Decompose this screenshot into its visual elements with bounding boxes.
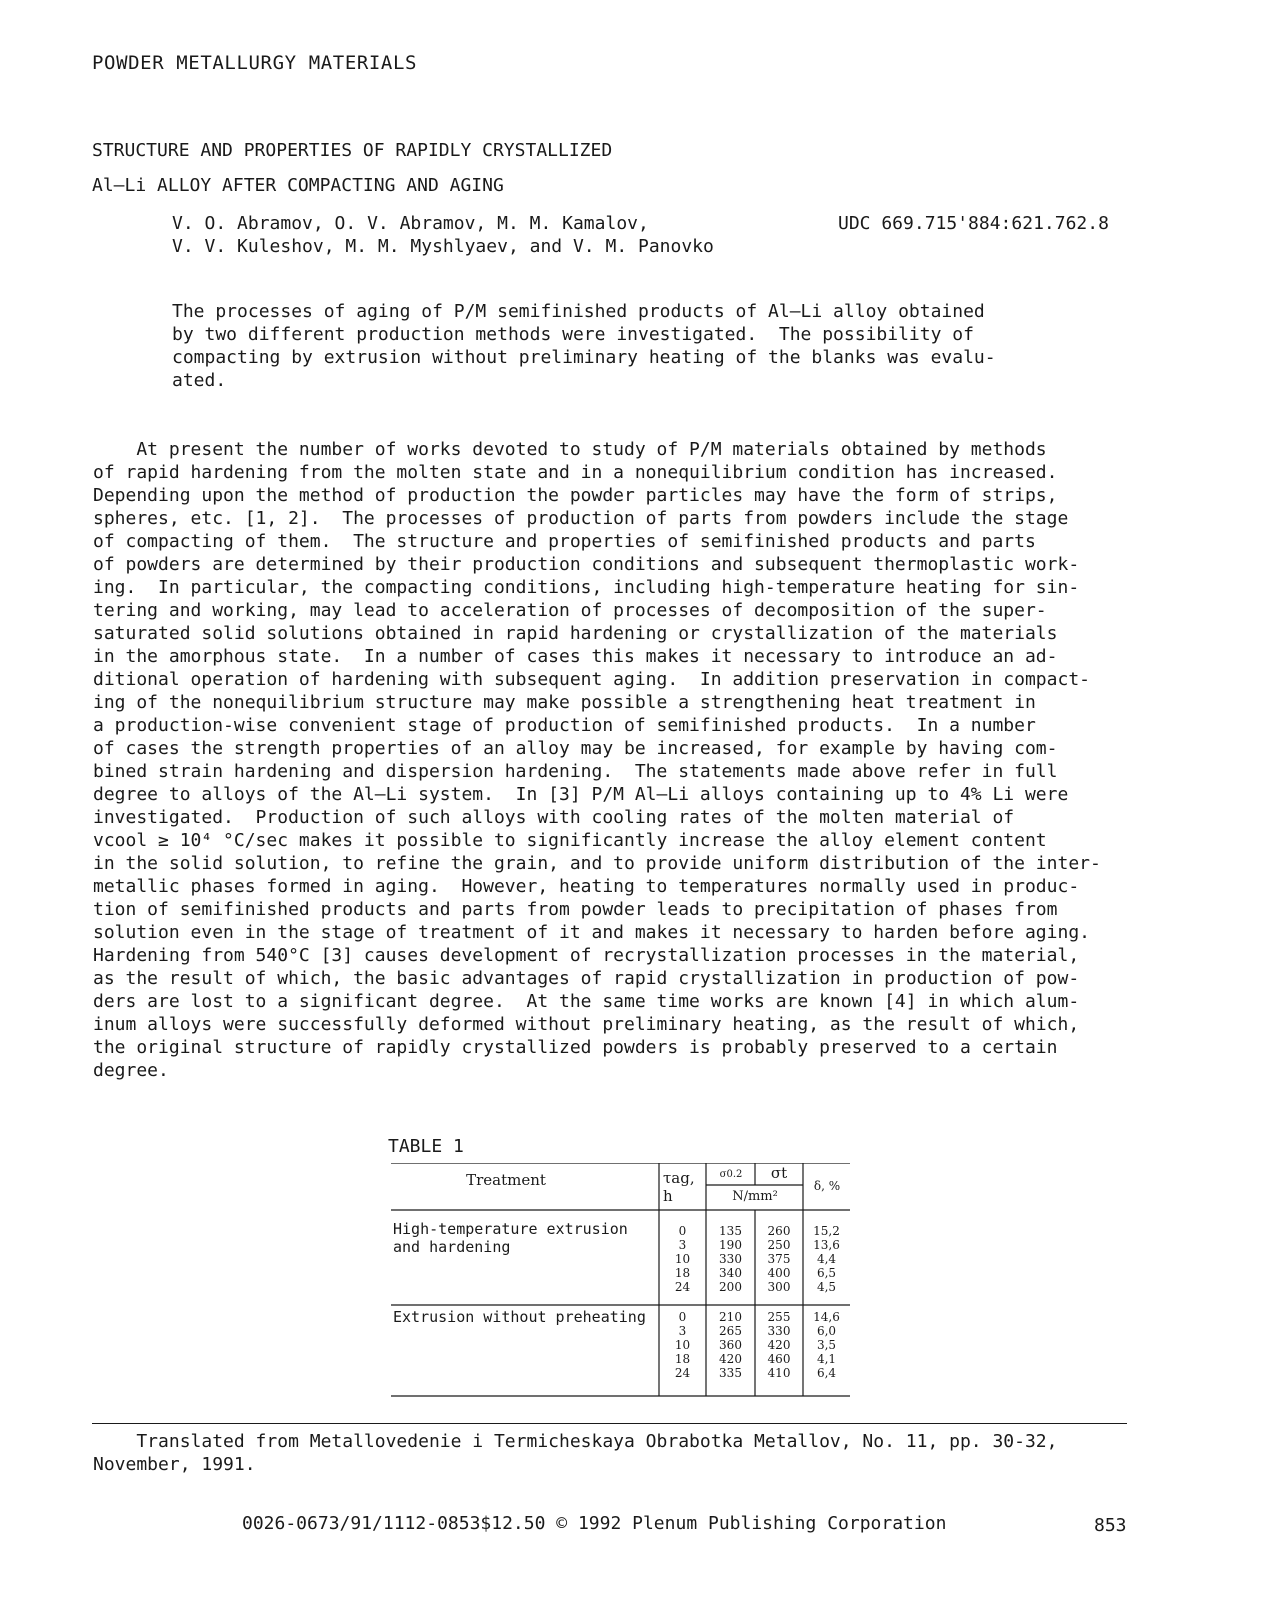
footnote-divider [92, 1423, 1127, 1424]
header-sigma-t: σt [770, 1164, 788, 1182]
cell-yield-strength: 210 265 360 420 335 [719, 1310, 742, 1380]
abstract: The processes of aging of P/M semifinished products of Al—Li alloy obtained by two different production methods were investigated. The possibility of compacting by extrusion without preliminary heating of the blanks was evalu- ated. [172, 301, 996, 391]
cell-aging-time: 0 3 10 18 24 [674, 1224, 691, 1294]
section-heading: POWDER METALLURGY MATERIALS [92, 52, 418, 74]
header-elongation: δ, % [813, 1179, 841, 1193]
cell-tensile-strength: 260 250 375 400 300 [767, 1224, 791, 1294]
table-label: TABLE 1 [388, 1136, 464, 1157]
cell-aging-time: 0 3 10 18 24 [674, 1310, 691, 1380]
cell-tensile-strength: 255 330 420 460 410 [767, 1310, 791, 1380]
udc-code: UDC 669.715'884:621.762.8 [838, 213, 1109, 234]
row-label-no-preheat: Extrusion without preheating [393, 1308, 646, 1326]
row-label-high-temp: High-temperature extrusion and hardening [393, 1220, 628, 1256]
header-treatment: Treatment [466, 1171, 546, 1189]
cell-elongation: 14,6 6,0 3,5 4,1 6,4 [813, 1310, 840, 1380]
data-table [391, 1163, 850, 1398]
page-number: 853 [1094, 1515, 1127, 1536]
footnote: Translated from Metallovedenie i Termicheskaya Obrabotka Metallov, No. 11, pp. 30-32, November, 1991. [93, 1431, 1058, 1475]
header-units: N/mm² [732, 1189, 778, 1204]
cell-yield-strength: 135 190 330 340 200 [719, 1224, 742, 1294]
header-sigma-02: σ0.2 [719, 1169, 743, 1180]
authors: V. O. Abramov, O. V. Abramov, M. M. Kamalov, V. V. Kuleshov, M. M. Myshlyaev, and V. M. Panovko [172, 213, 714, 257]
copyright-line: 0026-0673/91/1112-0853$12.50 © 1992 Plenum Publishing Corporation [242, 1513, 947, 1534]
article-title: STRUCTURE AND PROPERTIES OF RAPIDLY CRYSTALLIZED Al—Li ALLOY AFTER COMPACTING AND AGING [92, 140, 613, 196]
body-paragraph: At present the number of works devoted to study of P/M materials obtained by methods of rapid hardening from the molten state and in a nonequilibrium condition has increased. Depending upon the method of production the powder particles may have the form of strips, spheres, etc. [1, 2]. The processes of production of parts from powders include the stage of compacting of them. The structure and properties of semifinished products and parts of powders are determined by their production conditions and subsequent thermoplastic work- ing. In particular, the compacting conditions, including high-temperature heating for sin- tering and working, may lead to acceleration of processes of decomposition of the super- saturated solid solutions obtained in rapid hardening or crystallization of the materials in the amorphous state. In a number of cases this makes it necessary to introduce an ad- ditional operation of hardening with subsequent aging. In addition preservation in compact- ing of the nonequilibrium structure may make possible a strengthening heat treatment in a production-wise convenient stage of production of semifinished products. In a number of cases the strength properties of an alloy may be increased, for example by having com- bined strain hardening and dispersion hardening. The statements made above refer in full degree to alloys of the Al—Li system. In [3] P/M Al—Li alloys containing up to 4% Li were investigated. Production of such alloys with cooling rates of the molten material of vcool ≥ 10⁴ °C/sec makes it possible to significantly increase the alloy element content in the solid solution, to refine the grain, and to provide uniform distribution of the inter- metallic phases formed in aging. However, heating to temperatures normally used in produc- tion of semifinished products and parts from powder leads to precipitation of phases from solution even in the stage of treatment of it and makes it necessary to harden before aging. Hardening from 540°C [3] causes development of recrystallization processes in the material, as the result of which, the basic advantages of rapid crystallization in production of pow- ders are lost to a significant degree. At the same time works are known [4] in which alum- inum alloys were successfully deformed without preliminary heating, as the result of which, the original structure of rapidly crystallized powders is probably preserved to a certain degree. [93, 439, 1101, 1081]
header-aging-time: τag, h [663, 1169, 695, 1205]
cell-elongation: 15,2 13,6 4,4 6,5 4,5 [813, 1224, 840, 1294]
